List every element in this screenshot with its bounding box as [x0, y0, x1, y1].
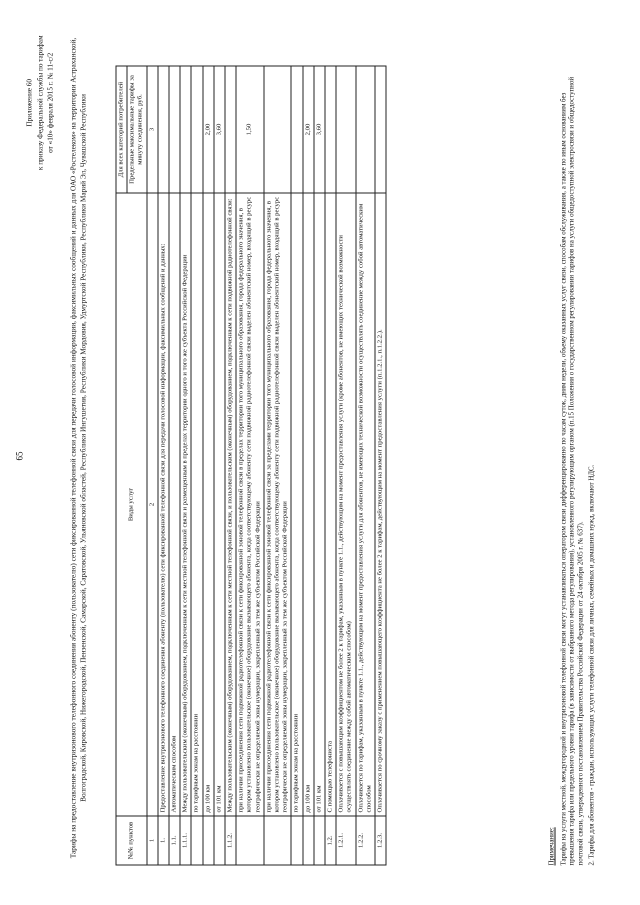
row-number: 1.	[157, 816, 168, 865]
table-row	[236, 66, 264, 865]
row-number	[191, 816, 202, 865]
header-all-consumers: Для всех категорий потребителей	[116, 66, 127, 193]
row-service-text: Между пользовательским (оконечным) оборудованием, подключенным к сети местной телефонной связи и размещенным в пределах территории одного и того же субъекта Российской Федерации	[180, 193, 191, 816]
row-number	[302, 816, 313, 865]
table-row	[291, 66, 302, 865]
table-row	[263, 66, 291, 865]
document-title: Тарифы на предоставление внутризонового телефонного соединения абоненту (пользователю) сети фиксированной телефонной связи для передачи голосовой информации, факсимильных сообщений и данных для ОАО «Ростелеком» на территории Астраханской, Волгоградской, Кировской, Нижегородской, Пензенской, Самарской, Саратовской, Ульяновской областей, Республики Ингушетия, Республики Мордовия, Удмуртской Республики, Республики Марий Эл, Чувашской Республики	[68, 37, 87, 858]
header-service-type: Виды услуг	[116, 193, 147, 816]
row-price	[180, 66, 191, 193]
row-price	[325, 66, 336, 193]
table-row	[355, 66, 374, 865]
table-row	[225, 66, 236, 865]
note-paragraph-1: Тарифы на услуги местной, междугородной и внутризоновой телефонной связи могут устанавливаться оператором связи дифференцированно по часам суток, дням недели, объему оказанных услуг связи, способам обслуживания, а также по иным основаниям без превышения тарифа или предельного уровня тарифа (в зависимости от выбранного метода регулирования), установленного регулирующим органом (п.15 Положения о государственном регулировании тарифов на услуги общедоступной электросвязи и общедоступной почтовой связи, утвержденного постановлением Правительства Российской Федерации от 24 октября 2005 г. № 637).	[559, 76, 584, 865]
column-number-1: 1	[146, 816, 157, 865]
table-row	[302, 66, 313, 865]
row-price	[191, 66, 202, 193]
row-service-text: по тарифным зонам на расстоянии	[291, 193, 302, 816]
note-paragraph-2: 2. Тарифы для абонентов - граждан, использующих услуги телефонной связи для личных, семейных и домашних нужд, включают НДС.	[588, 464, 596, 865]
table-row	[180, 66, 191, 865]
table-body	[157, 66, 385, 865]
row-number: 1.1.	[169, 816, 180, 865]
row-service-text: при наличии присоединения сети подвижной радиотелефонной связи к сети фиксированной зоновой телефонной связи в пределах территории того муниципального образования, города федерального значения, в котором установлено пользовательское (оконечное) оборудование вызывающего абонента, когда соответствующему абоненту сети подвижной радиотелефонной связи выделен абонентский номер, входящий в ресурс географически не определяемой зоны нумерации, закрепленный за тем же субъектом Российской Федерации	[236, 193, 264, 816]
row-price	[169, 66, 180, 193]
notes-heading: Примечание:	[548, 826, 555, 865]
row-price	[225, 66, 236, 193]
page-number: 65	[14, 451, 24, 460]
column-number-2: 2	[146, 193, 157, 816]
row-service-text: Оплачивается по тарифам, указанным в пункте 1.1., действующим на момент предоставления услуги для абонентов, не имеющих технической возможности осуществлять соединение между собой автоматическим способом	[355, 193, 374, 816]
tariff-table	[115, 65, 386, 865]
appendix-header	[24, 35, 56, 170]
row-number: 1.2.2.	[355, 816, 374, 865]
row-price: 1,50	[236, 66, 264, 193]
row-number: 1.2.	[325, 816, 336, 865]
row-price	[375, 66, 386, 193]
row-price	[355, 66, 374, 193]
row-price	[157, 66, 168, 193]
row-service-text: Автоматическим способом	[169, 193, 180, 816]
row-service-text: до 100 км	[302, 193, 313, 816]
table-row	[157, 66, 168, 865]
table-row	[325, 66, 336, 865]
row-service-text: по тарифным зонам на расстоянии	[191, 193, 202, 816]
row-number	[291, 816, 302, 865]
row-price: 2,00	[202, 66, 213, 193]
row-service-text: Оплачивается по срочному заказу с применением повышающего коэффициента не более 2 к тарифам, действующим на момент предоставления услуги (п.1.2.1., п.1.2.2.).	[375, 193, 386, 816]
table-row	[313, 66, 324, 865]
row-number: 1.1.2.	[225, 816, 236, 865]
row-number	[236, 816, 264, 865]
table-row	[169, 66, 180, 865]
header-max-tariff: Предельные максимальные тарифы за минуту соединения, руб.	[127, 66, 146, 193]
row-service-text: С помощью телефониста	[325, 193, 336, 816]
row-service-text: при наличии присоединения сети подвижной радиотелефонной связи к сети фиксированной зоновой телефонной связи за пределами территории того муниципального образования, города федерального значения, в котором установлено пользовательское (оконечное) оборудование вызывающего абонента, когда соответствующему абоненту сети подвижной радиотелефонной связи выделен абонентский номер, входящий в ресурс географически не определяемой зоны нумерации, закрепленный за тем же субъектом Российской Федерации	[263, 193, 291, 816]
row-price: 2,00	[302, 66, 313, 193]
row-service-text: от 101 км	[213, 193, 224, 816]
row-service-text: до 100 км	[202, 193, 213, 816]
table-row	[375, 66, 386, 865]
row-service-text: Между пользовательским (оконечным) оборудованием, подключенным к сети местной телефонной связи, и пользовательским (оконечным) оборудованием, подключенным к сети подвижной радиотелефонной связи:	[225, 193, 236, 816]
notes-section	[548, 60, 600, 865]
row-number: 1.2.1.	[336, 816, 355, 865]
row-service-text: от 101 км	[313, 193, 324, 816]
table-row	[202, 66, 213, 865]
table-row	[336, 66, 355, 865]
row-number: 1.1.1.	[180, 816, 191, 865]
row-number: 1.2.3.	[375, 816, 386, 865]
row-number	[202, 816, 213, 865]
row-number	[313, 816, 324, 865]
row-price: 3,60	[213, 66, 224, 193]
row-service-text: Предоставление внутризонового телефонного соединения абоненту (пользователю) сети фиксированной телефонной связи для передачи голосовой информации, факсимильных сообщений и данных:	[157, 193, 168, 816]
row-price: 3,60	[313, 66, 324, 193]
table-row	[213, 66, 224, 865]
row-number	[263, 816, 291, 865]
appendix-line-2: к приказу Федеральной службы по тарифам	[35, 35, 44, 170]
appendix-line-1: Приложение 60	[25, 78, 33, 127]
table-row	[191, 66, 202, 865]
row-price	[263, 66, 291, 193]
column-number-3: 3	[146, 66, 157, 193]
row-price	[291, 66, 302, 193]
row-service-text: Оплачивается с повышающим коэффициентом не более 2 к тарифам, указанным в пункте 1.1., действующим на момент предоставления услуги (кроме абонентов, не имеющих технической возможности осуществлять соединение между собой автоматическим способом)	[336, 193, 355, 816]
row-number	[213, 816, 224, 865]
appendix-line-3: от «10» февраля 2015 г. № 11-с/2	[46, 52, 54, 153]
header-item-number: №№ пунктов	[116, 816, 147, 865]
row-price	[336, 66, 355, 193]
